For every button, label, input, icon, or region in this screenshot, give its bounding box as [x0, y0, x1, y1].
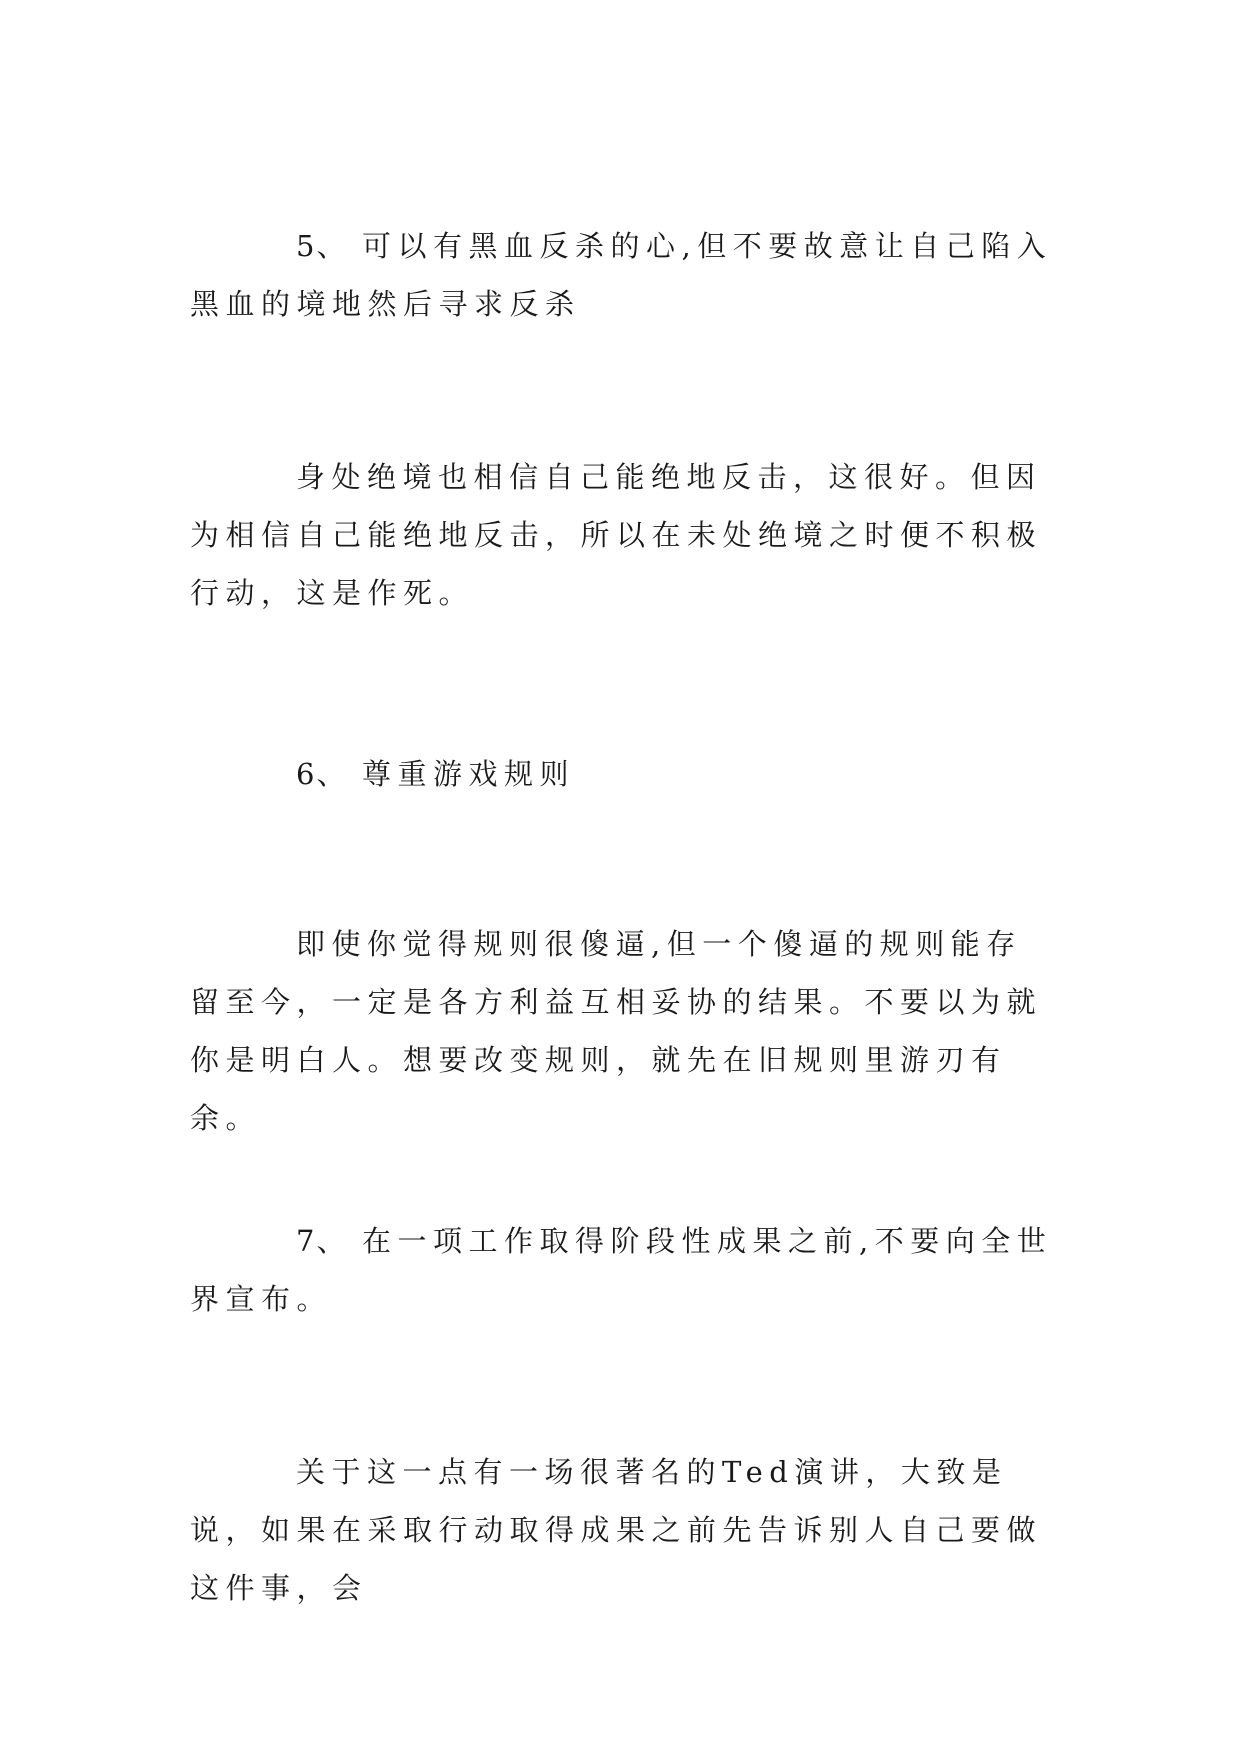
section-heading-5	[190, 217, 1056, 333]
body-paragraph: 关于这一点有一场很著名的Ted演讲，大致是说，如果在采取行动取得成果之前先告诉别人自己要做这件事，会	[190, 1455, 1043, 1605]
section-heading-7	[190, 1212, 1056, 1328]
body-paragraph: 身处绝境也相信自己能绝地反击，这很好。但因为相信自己能绝地反击，所以在未处绝境之时便不积极行动，这是作死。	[190, 460, 1043, 610]
section-heading-text: 可以有黑血反杀的心,但不要故意让自己陷入黑血的境地然后寻求反杀	[190, 229, 1053, 321]
section-number: 6、	[296, 757, 348, 791]
section-number: 5、	[296, 229, 348, 263]
section-heading-6	[190, 745, 1056, 803]
section-heading-text: 尊重游戏规则	[362, 757, 576, 791]
section-heading-text: 在一项工作取得阶段性成果之前,不要向全世界宣布。	[190, 1224, 1053, 1316]
section-number: 7、	[296, 1224, 348, 1258]
body-paragraph: 即使你觉得规则很傻逼,但一个傻逼的规则能存留至今，一定是各方利益互相妥协的结果。不要以为就你是明白人。想要改变规则，就先在旧规则里游刃有余。	[190, 927, 1043, 1135]
